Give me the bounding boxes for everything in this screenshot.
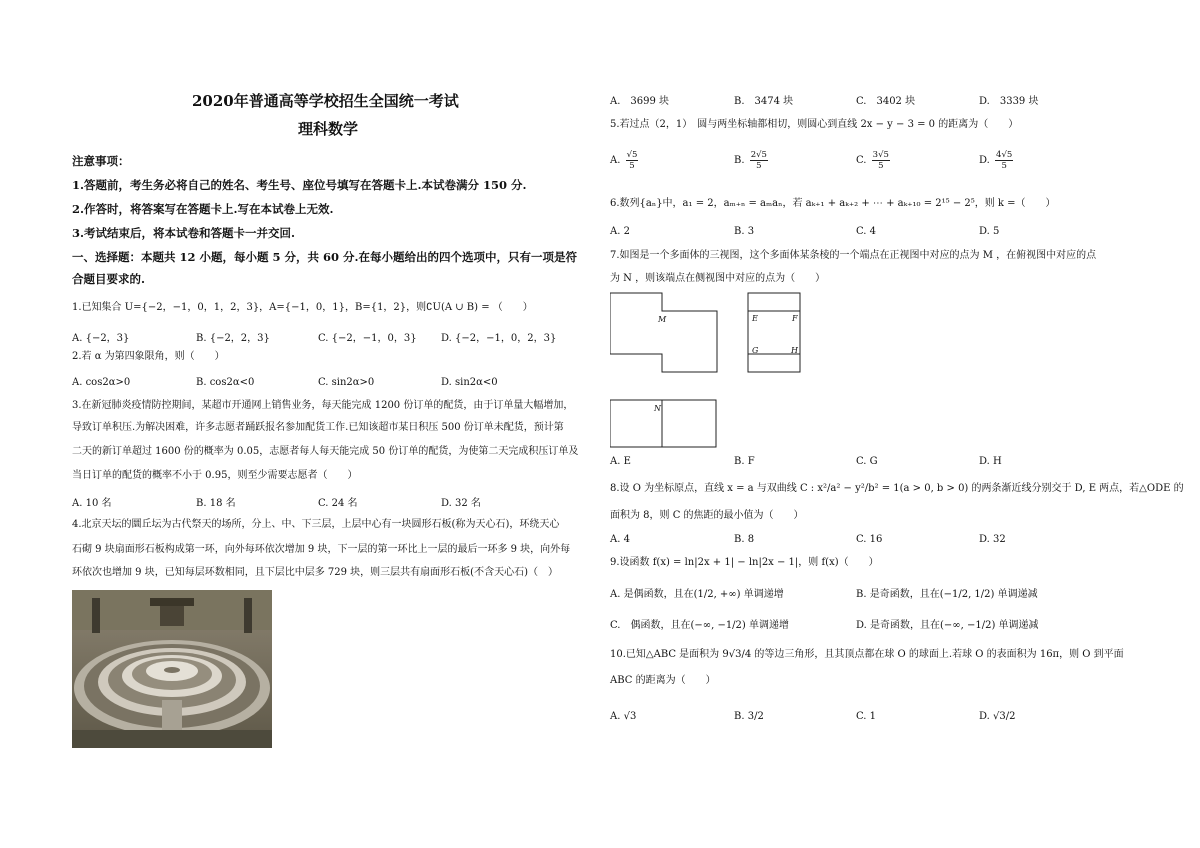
temple-of-heaven-photo <box>72 590 272 748</box>
q4-line-3: 环依次也增加 9 块，已知每层环数相同，且下层比中层多 729 块，则三层共有扇面形石板(不含天心石)（ ） <box>72 567 558 578</box>
q5-option-d-den: 5 <box>1001 161 1007 171</box>
q1-stem: 1.已知集合 U={−2，−1，0，1，2，3}，A={−1，0，1}，B={1，2}，则∁U(A ∪ B) = （ ） <box>72 302 533 313</box>
q10-option-a: A. √3 <box>610 711 637 722</box>
q10-option-d: D. √3/2 <box>979 711 1016 722</box>
q10-option-b: B. 3/2 <box>734 711 764 722</box>
q5-option-b-den: 5 <box>756 161 762 171</box>
q6-option-c: C. 4 <box>856 226 877 237</box>
q6-option-b: B. 3 <box>734 226 755 237</box>
q2-option-d: D. sin2α<0 <box>441 377 498 388</box>
q5-option-a-fraction <box>626 150 639 171</box>
q5-option-d-num: 4√5 <box>996 150 1013 160</box>
q2-option-b: B. cos2α<0 <box>196 377 255 388</box>
label-e: E <box>752 314 758 323</box>
q7-option-a: A. E <box>610 456 631 467</box>
q6-stem: 6.数列{aₙ}中，a₁ = 2，aₘ₊ₙ = aₘaₙ，若 aₖ₊₁ + aₖ₊₂ + ⋯ + aₖ₊₁₀ = 2¹⁵ − 2⁵，则 k =（ ） <box>610 198 1056 209</box>
q8-option-b: B. 8 <box>734 534 755 545</box>
q1-option-d: D. {−2，−1，0，2，3} <box>441 333 557 344</box>
label-m: M <box>658 315 667 324</box>
q3-line-4: 当日订单的配货的概率不小于 0.95，则至少需要志愿者（ ） <box>72 470 358 481</box>
q8-option-d: D. 32 <box>979 534 1006 545</box>
q1-option-c: C. {−2，−1，0，3} <box>318 333 417 344</box>
q5-option-b <box>734 150 770 171</box>
q8-option-c: C. 16 <box>856 534 883 545</box>
q6-option-d: D. 5 <box>979 226 1000 237</box>
label-g: G <box>752 346 759 355</box>
q3-line-2: 导致订单积压.为解决困难，许多志愿者踊跃报名参加配货工作.已知该超市某日积压 500 份订单未配货，预计第 <box>72 422 564 433</box>
three-view-diagram <box>610 290 810 452</box>
notice-1: 1.答题前，考生务必将自己的姓名、考生号、座位号填写在答题卡上.本试卷满分 150 分. <box>72 178 527 192</box>
q3-line-1: 3.在新冠肺炎疫情防控期间，某超市开通网上销售业务，每天能完成 1200 份订单的配货，由于订单量大幅增加， <box>72 400 574 411</box>
q4-option-a: A. 3699 块 <box>610 96 670 107</box>
q4-option-b: B. 3474 块 <box>734 96 794 107</box>
q5-option-c-den: 5 <box>878 161 884 171</box>
q7-option-d: D. H <box>979 456 1002 467</box>
q2-option-c: C. sin2α>0 <box>318 377 375 388</box>
q5-option-b-label: B. <box>734 155 745 166</box>
notice-2: 2.作答时，将答案写在答题卡上.写在本试卷上无效. <box>72 202 334 216</box>
q4-line-1: 4.北京天坛的圜丘坛为古代祭天的场所，分上、中、下三层，上层中心有一块圆形石板(称为天心石)，环绕天心 <box>72 519 560 530</box>
q3-option-d: D. 32 名 <box>441 498 481 509</box>
q2-option-a: A. cos2α>0 <box>72 377 131 388</box>
q9-option-c: C. 偶函数，且在(−∞, −1/2) 单调递增 <box>610 620 789 631</box>
q8-line-2: 面积为 8，则 C 的焦距的最小值为（ ） <box>610 510 804 521</box>
label-h: H <box>791 346 798 355</box>
top-view <box>610 400 716 447</box>
label-n: N <box>654 404 661 413</box>
q7-line-1: 7.如图是一个多面体的三视图，这个多面体某条棱的一个端点在正视图中对应的点为 M ，在俯视图中对应的点 <box>610 250 1097 261</box>
q9-option-a: A. 是偶函数，且在(1/2, +∞) 单调递增 <box>610 589 784 600</box>
q4-option-c: C. 3402 块 <box>856 96 916 107</box>
front-view <box>610 293 717 372</box>
q3-option-a: A. 10 名 <box>72 498 112 509</box>
q5-option-a <box>610 150 640 171</box>
label-f: F <box>792 314 798 323</box>
q5-option-a-num: √5 <box>626 150 638 160</box>
notice-3: 3.考试结束后，将本试卷和答题卡一并交回. <box>72 226 296 240</box>
q5-option-c-num: 3√5 <box>872 150 889 160</box>
q5-option-d-label: D. <box>979 155 990 166</box>
notice-title: 注意事项： <box>72 154 130 168</box>
exam-subtitle: 理科数学 <box>298 120 359 138</box>
q5-option-d-fraction <box>995 150 1013 171</box>
q7-option-c: C. G <box>856 456 878 467</box>
q10-line-2: ABC 的距离为（ ） <box>610 675 716 686</box>
q3-option-c: C. 24 名 <box>318 498 358 509</box>
section1-heading-line1: 一、选择题：本题共 12 小题，每小题 5 分，共 60 分.在每小题给出的四个选项中，只有一项是符 <box>72 250 578 264</box>
q6-option-a: A. 2 <box>610 226 630 237</box>
q5-option-b-fraction <box>750 150 768 171</box>
q4-option-d: D. 3339 块 <box>979 96 1039 107</box>
q7-option-b: B. F <box>734 456 755 467</box>
q5-option-a-den: 5 <box>629 161 635 171</box>
q9-stem: 9.设函数 f(x) = ln|2x + 1| − ln|2x − 1|，则 f(x)（ ） <box>610 557 879 568</box>
section1-heading-line2: 合题目要求的. <box>72 272 146 286</box>
q2-stem: 2.若 α 为第四象限角，则（ ） <box>72 351 225 362</box>
exam-title: 2020年普通高等学校招生全国统一考试 <box>192 92 459 110</box>
q5-option-a-label: A. <box>610 155 621 166</box>
q5-option-d <box>979 150 1015 171</box>
q1-option-b: B. {−2，2，3} <box>196 333 270 344</box>
q5-option-b-num: 2√5 <box>750 150 767 160</box>
q9-option-b: B. 是奇函数，且在(−1/2, 1/2) 单调递减 <box>856 589 1038 600</box>
q10-option-c: C. 1 <box>856 711 877 722</box>
q9-option-d: D. 是奇函数，且在(−∞, −1/2) 单调递减 <box>856 620 1039 631</box>
q8-option-a: A. 4 <box>610 534 630 545</box>
q3-line-3: 二天的新订单超过 1600 份的概率为 0.05，志愿者每人每天能完成 50 份订单的配货，为使第二天完成积压订单及 <box>72 446 579 457</box>
q3-option-b: B. 18 名 <box>196 498 236 509</box>
q5-stem: 5.若过点（2，1） 圆与两坐标轴都相切，则圆心到直线 2x − y − 3 = 0 的距离为（ ） <box>610 119 1019 130</box>
q5-option-c-fraction <box>872 150 890 171</box>
q7-line-2: 为 N ，则该端点在侧视图中对应的点为（ ） <box>610 273 826 284</box>
q1-option-a: A. {−2，3} <box>72 333 130 344</box>
q5-option-c <box>856 150 892 171</box>
q4-line-2: 石砌 9 块扇面形石板构成第一环，向外每环依次增加 9 块，下一层的第一环比上一层的最后一环多 9 块，向外每 <box>72 544 571 555</box>
q5-option-c-label: C. <box>856 155 867 166</box>
side-view <box>748 293 800 372</box>
q8-line-1: 8.设 O 为坐标原点，直线 x = a 与双曲线 C : x²/a² − y²/b² = 1(a > 0, b > 0) 的两条渐近线分别交于 D, E 两点，若△ODE 的 <box>610 483 1184 494</box>
q10-line-1: 10.已知△ABC 是面积为 9√3/4 的等边三角形，且其顶点都在球 O 的球面上.若球 O 的表面积为 16π，则 O 到平面 <box>610 649 1124 660</box>
